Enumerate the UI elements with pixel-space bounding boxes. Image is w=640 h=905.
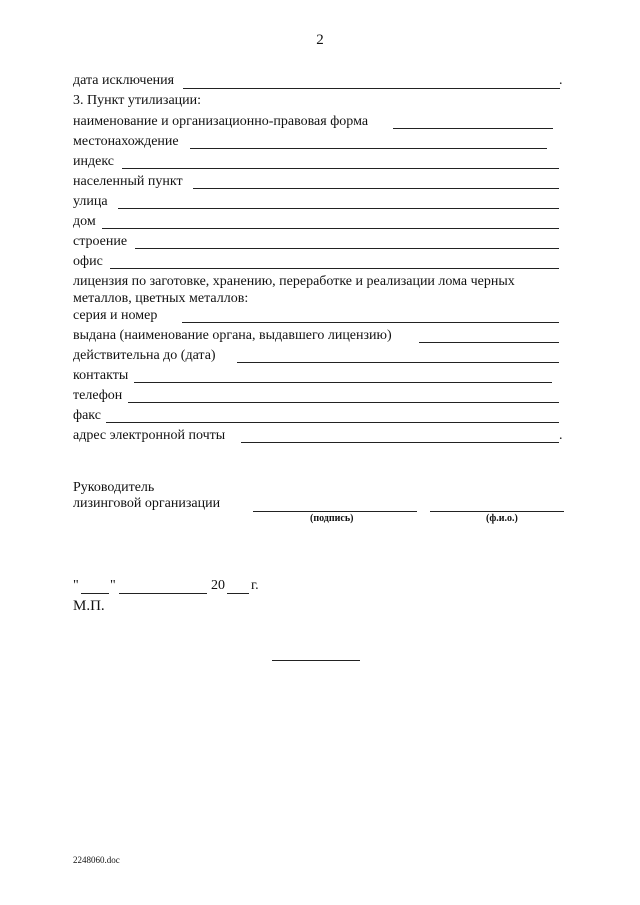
input-line[interactable] <box>419 342 559 343</box>
separator-line <box>272 660 360 661</box>
field-label: факс <box>73 408 101 423</box>
input-line[interactable] <box>193 188 559 189</box>
input-line[interactable] <box>102 228 559 229</box>
period: . <box>559 428 563 443</box>
period: . <box>559 73 563 88</box>
head-title-line2: лизинговой организации <box>73 496 221 511</box>
field-label: дата исключения <box>73 73 175 88</box>
license-text-line2: металлов, цветных металлов: <box>73 291 249 306</box>
input-line[interactable] <box>128 402 559 403</box>
fullname-caption: (ф.и.о.) <box>486 513 518 524</box>
section-title: 3. Пункт утилизации: <box>73 93 202 108</box>
field-label: адрес электронной почты <box>73 428 226 443</box>
field-label: выдана (наименование органа, выдавшего лицензию) <box>73 328 392 343</box>
signature-caption: (подпись) <box>310 513 354 524</box>
input-line[interactable] <box>241 442 559 443</box>
license-text-line1: лицензия по заготовке, хранению, переработке и реализации лома черных <box>73 274 515 289</box>
month-line[interactable] <box>119 593 207 594</box>
field-label: наименование и организационно-правовая форма <box>73 114 369 129</box>
field-label: серия и номер <box>73 308 158 323</box>
input-line[interactable] <box>237 362 559 363</box>
year-prefix: 20 <box>211 578 225 593</box>
input-line[interactable] <box>110 268 559 269</box>
head-title-line1: Руководитель <box>73 480 155 495</box>
input-line[interactable] <box>183 88 560 89</box>
input-line[interactable] <box>134 382 552 383</box>
input-line[interactable] <box>118 208 559 209</box>
fullname-line[interactable] <box>430 511 564 512</box>
field-label: улица <box>73 194 108 209</box>
input-line[interactable] <box>122 168 559 169</box>
field-label: действительна до (дата) <box>73 348 216 363</box>
footer-filename: 2248060.doc <box>73 855 120 865</box>
input-line[interactable] <box>182 322 559 323</box>
page-number: 2 <box>316 32 324 48</box>
open-quote: " <box>73 578 79 593</box>
field-label: контакты <box>73 368 129 383</box>
signature-line[interactable] <box>253 511 417 512</box>
field-label: индекс <box>73 154 114 169</box>
field-label: офис <box>73 254 103 269</box>
field-label: населенный пункт <box>73 174 183 189</box>
year-line[interactable] <box>227 593 249 594</box>
input-line[interactable] <box>135 248 559 249</box>
field-label: телефон <box>73 388 123 403</box>
input-line[interactable] <box>106 422 559 423</box>
field-label: дом <box>73 214 96 229</box>
input-line[interactable] <box>393 128 553 129</box>
field-label: строение <box>73 234 128 249</box>
stamp-label: М.П. <box>73 598 105 614</box>
day-line[interactable] <box>81 593 109 594</box>
field-label: местонахождение <box>73 134 179 149</box>
input-line[interactable] <box>190 148 547 149</box>
year-suffix: г. <box>251 578 259 593</box>
close-quote: " <box>110 578 116 593</box>
